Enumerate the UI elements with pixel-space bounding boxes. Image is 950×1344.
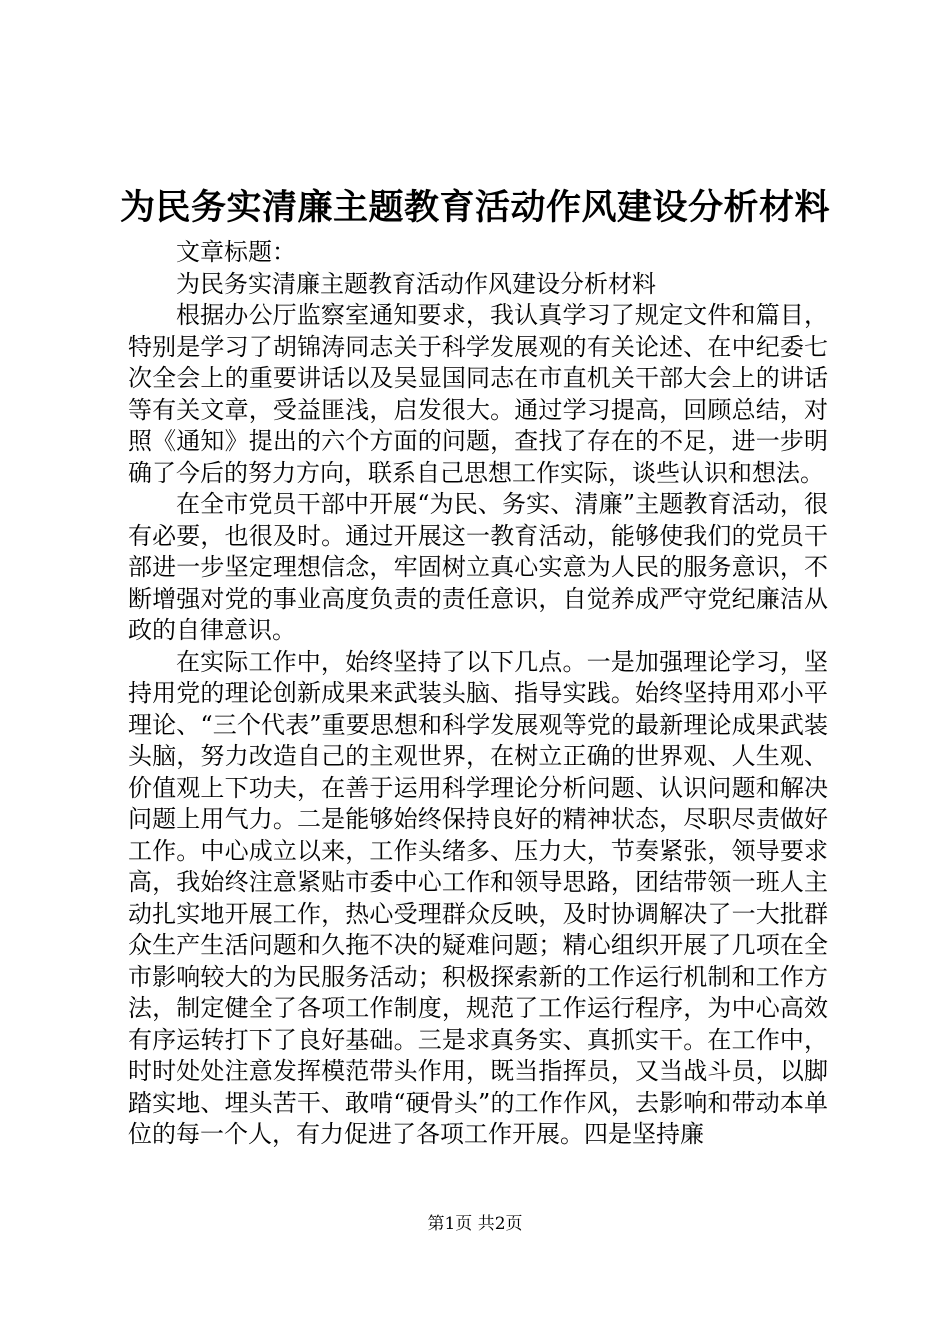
paragraph: 根据办公厅监察室通知要求，我认真学习了规定文件和篇目，特别是学习了胡锦涛同志关于科学发展观的有关论述、在中纪委七次全会上的重要讲话以及吴显国同志在市直机关干部大会上的讲话等有关文章，受益匪浅，启发很大。通过学习提高，回顾总结，对照《通知》提出的六个方面的问题，查找了存在的不足，进一步明确了今后的努力方向，联系自己思想工作实际，谈些认识和想法。 — [128, 301, 828, 487]
document-body — [128, 237, 828, 1151]
paragraph-subtitle: 为民务实清廉主题教育活动作风建设分析材料 — [176, 269, 656, 298]
page-footer: 第1页 共2页 — [427, 1214, 523, 1234]
document-title: 为民务实清廉主题教育活动作风建设分析材料 — [119, 188, 830, 228]
paragraph: 在实际工作中，始终坚持了以下几点。一是加强理论学习，坚持用党的理论创新成果来武装头脑、指导实践。始终坚持用邓小平理论、“三个代表”重要思想和科学发展观等党的最新理论成果武装头脑，努力改造自己的主观世界，在树立正确的世界观、人生观、价值观上下功夫，在善于运用科学理论分析问题、认识问题和解决问题上用气力。二是能够始终保持良好的精神状态，尽职尽责做好工作。中心成立以来，工作头绪多、压力大，节奏紧张，领导要求高，我始终注意紧贴市委中心工作和领导思路，团结带领一班人主动扎实地开展工作，热心受理群众反映，及时协调解决了一大批群众生产生活问题和久拖不决的疑难问题；精心组织开展了几项在全市影响较大的为民服务活动；积极探索新的工作运行机制和工作方法，制定健全了各项工作制度，规范了工作运行程序，为中心高效有序运转打下了良好基础。三是求真务实、真抓实干。在工作中，时时处处注意发挥模范带头作用，既当指挥员，又当战斗员，以脚踏实地、埋头苦干、敢啃“硬骨头”的工作作风，去影响和带动本单位的每一个人，有力促进了各项工作开展。四是坚持廉 — [128, 647, 828, 1148]
paragraph-label: 文章标题： — [176, 238, 296, 266]
paragraph: 在全市党员干部中开展“为民、务实、清廉”主题教育活动，很有必要，也很及时。通过开展这一教育活动，能够使我们的党员干部进一步坚定理想信念，牢固树立真心实意为人民的服务意识，不断增强对党的事业高度负责的责任意识，自觉养成严守党纪廉洁从政的自律意识。 — [128, 490, 828, 644]
